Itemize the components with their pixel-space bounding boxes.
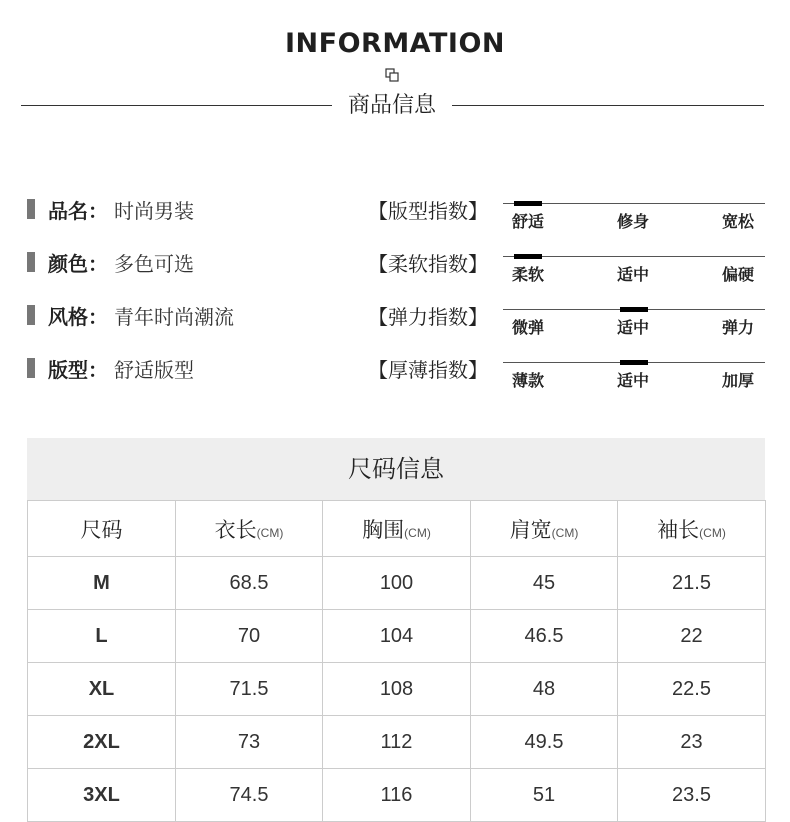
attribute-value: 舒适版型	[114, 358, 194, 382]
measurement-cell: 22.5	[618, 663, 766, 716]
size-table-title: 尺码信息	[27, 438, 765, 500]
measurement-cell: 70	[176, 610, 323, 663]
index-title: 【版型指数】	[368, 199, 488, 223]
table-row	[28, 610, 766, 663]
table-row	[28, 716, 766, 769]
index-scale-label: 加厚	[722, 371, 755, 390]
measurement-cell: 73	[176, 716, 323, 769]
index-scale-label: 适中	[617, 371, 650, 390]
index-scale-marker	[620, 307, 648, 312]
index-title: 【柔软指数】	[368, 252, 488, 276]
measurement-cell: 74.5	[176, 769, 323, 822]
column-header-label: 袖长	[657, 518, 700, 542]
measurement-cell: 71.5	[176, 663, 323, 716]
index-title: 【弹力指数】	[368, 305, 488, 329]
column-header-label: 肩宽	[509, 518, 552, 542]
column-header	[618, 501, 766, 557]
attribute-label: 风格：	[48, 305, 108, 329]
attribute-bullet	[27, 358, 35, 378]
attribute-label: 品名：	[48, 199, 108, 223]
size-cell: 2XL	[28, 716, 176, 769]
table-row	[28, 769, 766, 822]
column-header-label: 胸围	[362, 518, 405, 542]
column-unit: (CM)	[699, 525, 726, 540]
size-cell: M	[28, 557, 176, 610]
measurement-cell: 100	[323, 557, 471, 610]
size-cell: 3XL	[28, 769, 176, 822]
column-header	[176, 501, 323, 557]
measurement-cell: 22	[618, 610, 766, 663]
index-scale-label: 适中	[617, 318, 650, 337]
measurement-cell: 23.5	[618, 769, 766, 822]
index-scale-label: 舒适	[512, 212, 545, 231]
size-table	[27, 500, 766, 822]
measurement-cell: 104	[323, 610, 471, 663]
attribute-row	[0, 248, 790, 284]
index-scale-marker	[620, 360, 648, 365]
attribute-value: 时尚男装	[114, 199, 194, 223]
table-row	[28, 557, 766, 610]
attribute-label: 版型：	[48, 358, 108, 382]
measurement-cell: 108	[323, 663, 471, 716]
page-title-en: INFORMATION	[284, 28, 505, 59]
size-cell: XL	[28, 663, 176, 716]
measurement-cell: 48	[471, 663, 618, 716]
index-scale-label: 宽松	[722, 212, 755, 231]
attribute-row	[0, 195, 790, 231]
table-row	[28, 663, 766, 716]
index-title: 【厚薄指数】	[368, 358, 488, 382]
header-divider-left	[21, 105, 332, 106]
attribute-value: 青年时尚潮流	[114, 305, 234, 329]
column-unit: (CM)	[256, 525, 284, 540]
index-scale-marker	[514, 254, 542, 259]
measurement-cell: 51	[471, 769, 618, 822]
measurement-cell: 49.5	[471, 716, 618, 769]
index-scale-label: 薄款	[512, 371, 545, 390]
attribute-row	[0, 301, 790, 337]
column-header	[28, 501, 176, 557]
index-scale-label: 适中	[617, 265, 650, 284]
measurement-cell: 116	[323, 769, 471, 822]
column-header-label: 衣长	[214, 518, 257, 542]
attribute-value: 多色可选	[114, 252, 194, 276]
measurement-cell: 45	[471, 557, 618, 610]
measurement-cell: 23	[618, 716, 766, 769]
index-scale-line	[503, 203, 765, 204]
attribute-label: 颜色：	[48, 252, 108, 276]
column-header-label: 尺码	[80, 518, 123, 542]
measurement-cell: 21.5	[618, 557, 766, 610]
index-scale-label: 柔软	[512, 265, 545, 284]
index-scale-label: 微弹	[512, 318, 545, 337]
header-divider-right	[452, 105, 764, 106]
table-header-row	[28, 501, 766, 557]
index-scale-label: 偏硬	[722, 265, 755, 284]
measurement-cell: 112	[323, 716, 471, 769]
attribute-row	[0, 354, 790, 390]
attribute-bullet	[27, 305, 35, 325]
index-scale-line	[503, 256, 765, 257]
page-title-cn: 商品信息	[347, 93, 436, 118]
index-scale-marker	[514, 201, 542, 206]
column-header	[323, 501, 471, 557]
attribute-bullet	[27, 199, 35, 219]
column-unit: (CM)	[404, 525, 431, 540]
attribute-bullet	[27, 252, 35, 272]
copy-icon	[385, 68, 399, 82]
measurement-cell: 46.5	[471, 610, 618, 663]
measurement-cell: 68.5	[176, 557, 323, 610]
index-scale-label: 修身	[617, 212, 650, 231]
index-scale-label: 弹力	[722, 318, 755, 337]
size-cell: L	[28, 610, 176, 663]
column-unit: (CM)	[551, 525, 579, 540]
column-header	[471, 501, 618, 557]
